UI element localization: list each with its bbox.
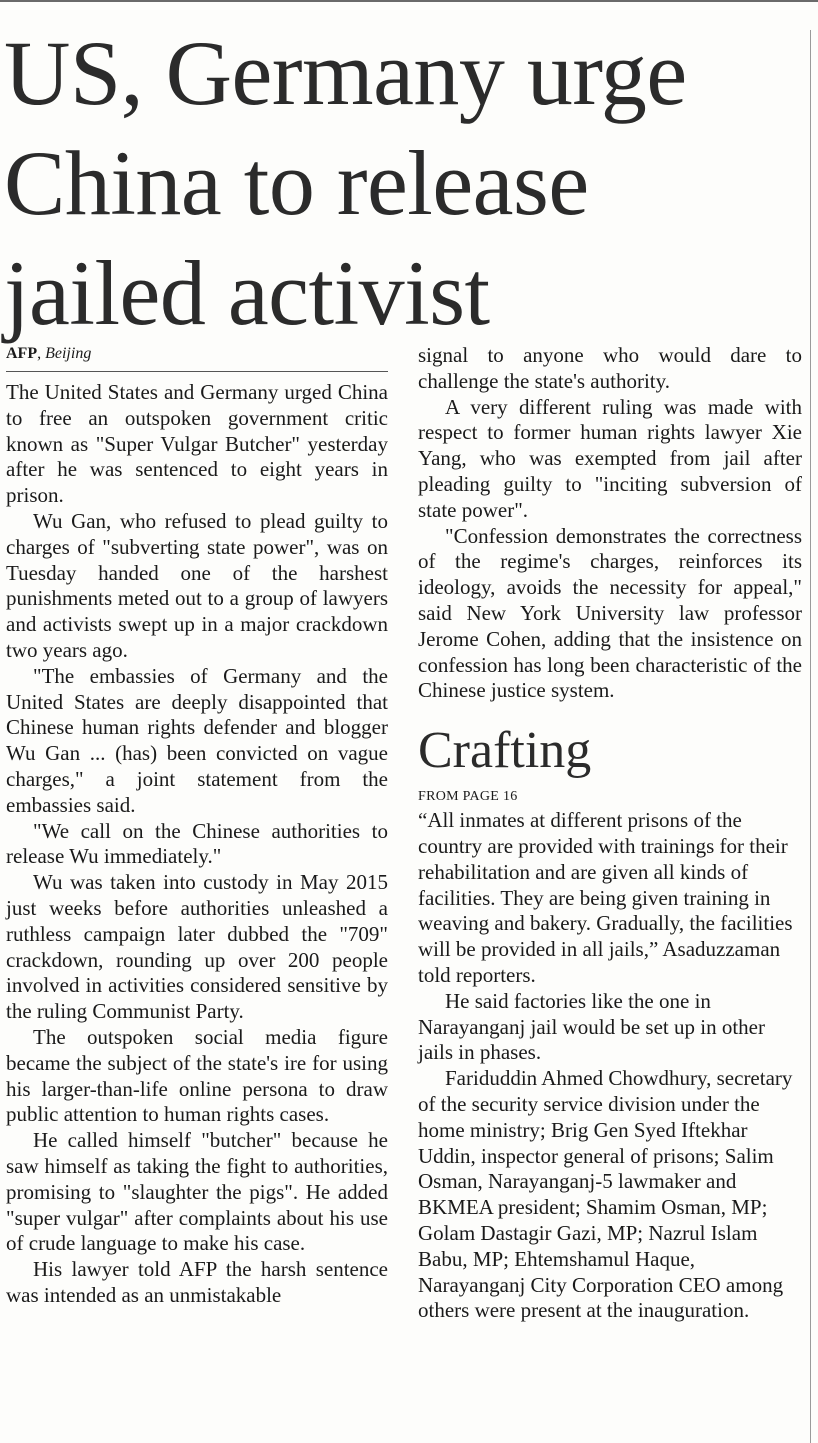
continuation-note: FROM PAGE 16: [418, 789, 518, 805]
column-rule: [810, 30, 811, 1443]
paragraph: His lawyer told AFP the harsh sentence was intended as an unmistakable: [6, 1257, 388, 1307]
paragraph: “All inmates at different prisons of the country are provided with trainings for their rehabilitation and are given all kinds of facilities. They are being given training in weaving and bakery. Gradually, the facilities will be provided in all jails,” Asaduzzaman told reporters.: [418, 808, 793, 987]
paragraph: He said factories like the one in Narayanganj jail would be set up in other jails in phases.: [418, 988, 765, 1065]
paragraph: Fariduddin Ahmed Chowdhury, secretary of the security service division under the home ministry; Brig Gen Syed Iftekhar Uddin, inspector general of prisons; Salim Osman, Narayanganj-5 lawmaker and BKMEA president; Shamim Osman, MP; Golam Dastagir Gazi, MP; Nazrul Islam Babu, MP; Ehtemshamul Haque, Narayanganj City Corporation CEO among others were present at the inauguration.: [418, 1066, 793, 1323]
left-column: [6, 343, 388, 1309]
paragraph: Wu Gan, who refused to plead guilty to charges of "subverting state power", was on Tuesday handed one of the harshest punishments meted out to a group of lawyers and activists swept up in a major crackdown two years ago.: [6, 508, 388, 662]
paragraph: The outspoken social media figure became the subject of the state's ire for using his larger-than-life online persona to draw public attention to human rights cases.: [6, 1024, 388, 1127]
paragraph: A very different ruling was made with respect to former human rights lawyer Xie Yang, who was exempted from jail after pleading guilty to "inciting subversion of state power".: [418, 394, 802, 522]
paragraph: "Confession demonstrates the correctness of the regime's charges, reinforces its ideology, avoids the necessity for appeal," said New York University law professor Jerome Cohen, adding that the insistence on confession has long been characteristic of the Chinese justice system.: [418, 523, 802, 703]
second-article: [418, 722, 802, 1324]
article-headline: US, Germany urge China to release jailed activist: [4, 22, 687, 344]
paragraph: signal to anyone who would dare to challenge the state's authority.: [418, 343, 802, 393]
paragraph: "We call on the Chinese authorities to release Wu immediately.": [6, 818, 388, 869]
byline-source: AFP: [6, 345, 38, 362]
paragraph: The United States and Germany urged China to free an outspoken government critic known as "Super Vulgar Butcher" yesterday after he was sentenced to eight years in prison.: [6, 380, 388, 508]
byline-location: Beijing: [45, 345, 92, 362]
byline: AFP, Beijing: [6, 343, 388, 372]
paragraph: "The embassies of Germany and the United States are deeply disappointed that Chinese human rights defender and blogger Wu Gan ... (has) been convicted on vague charges," a joint statement from the embassies said.: [6, 663, 388, 817]
paragraph: Wu was taken into custody in May 2015 just weeks before authorities unleashed a ruthless campaign later dubbed the "709" crackdown, rounding up over 200 people involved in activities considered sensitive by the ruling Communist Party.: [6, 870, 388, 1024]
second-article-headline: Crafting: [418, 722, 592, 780]
paragraph: He called himself "butcher" because he saw himself as taking the fight to authorities, promising to "slaughter the pigs". He added "super vulgar" after complaints about his use of crude language to make his case.: [6, 1128, 388, 1256]
top-rule: [0, 0, 818, 2]
right-column: [418, 343, 802, 1324]
